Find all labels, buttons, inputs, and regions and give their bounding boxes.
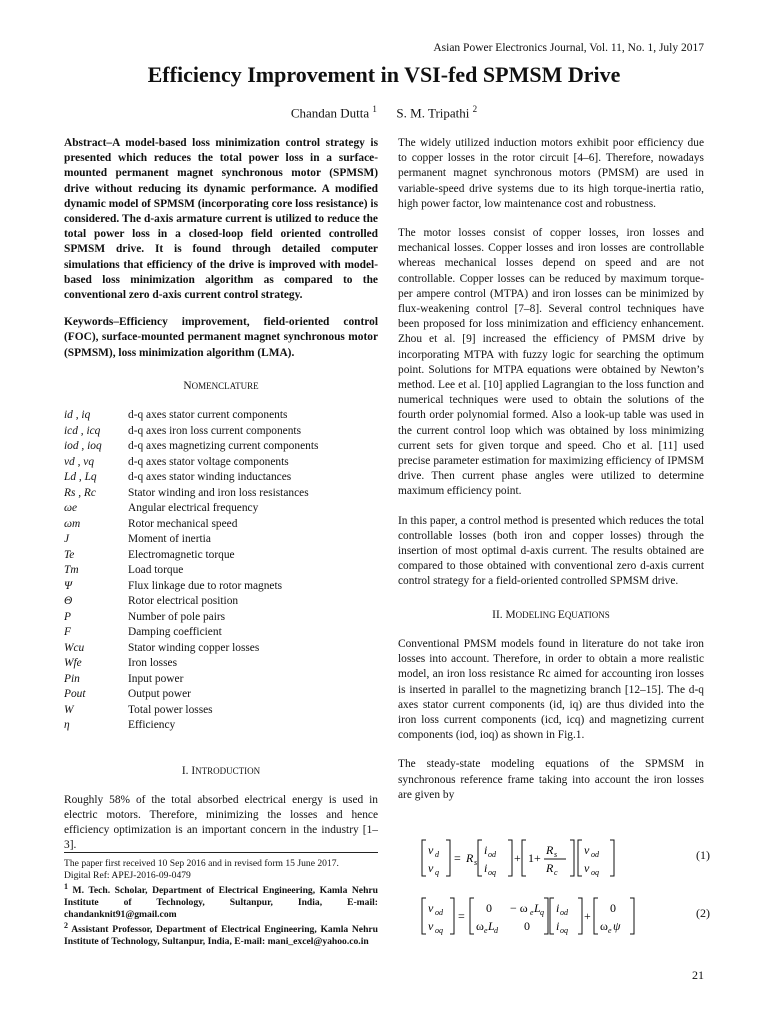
nomenclature-symbol: W (64, 703, 74, 716)
nomenclature-symbol: Wfe (64, 657, 82, 670)
footnote-rule (64, 852, 378, 853)
right-paragraph-1: The widely utilized induction motors exhibit poor efficiency due to copper losses in the rotor circuit [4–6]. Therefore, nowadays permanent magnet synchronous motors (PMSM) are used in variable-speed drive systems due to its high torque-inertia ratio, high power factor, low maintenance cost and robustness. (398, 137, 704, 210)
svg-text:q: q (435, 868, 439, 877)
nomenclature-description: Efficiency (128, 719, 176, 732)
nomenclature-row (64, 718, 378, 734)
nomenclature-row (64, 501, 378, 517)
svg-text:oq: oq (488, 868, 496, 877)
svg-text:R: R (546, 843, 554, 857)
digital-ref: Digital Ref: APEJ-2016-09-0479 (64, 869, 191, 881)
intro-heading-rest: NTRODUCTION (195, 765, 261, 776)
footnote-2-sup: 2 (64, 921, 68, 931)
nomenclature-symbol: vd , vq (64, 455, 95, 468)
nomenclature-heading-first: N (183, 379, 192, 392)
equation-2-graphic (420, 892, 660, 940)
svg-text:od: od (488, 850, 496, 859)
nomenclature-row (64, 517, 378, 533)
nomenclature-symbol: ωe (64, 502, 78, 515)
nomenclature-description: Total power losses (128, 703, 213, 716)
nomenclature-symbol: Pout (64, 688, 86, 701)
svg-text:v: v (428, 843, 434, 857)
nomenclature-row (64, 703, 378, 719)
equation-1-number: (1) (696, 848, 710, 862)
nomenclature-description: Iron losses (128, 657, 178, 670)
svg-text:0: 0 (486, 901, 492, 915)
nomenclature-description: Rotor mechanical speed (128, 517, 238, 530)
section-2-rest: ODELING (515, 609, 558, 620)
nomenclature-symbol: Wcu (64, 641, 85, 654)
svg-text:+: + (514, 851, 521, 865)
intro-heading-num: I. I (181, 764, 196, 777)
footnote-2 (64, 920, 378, 947)
nomenclature-symbol: Tm (64, 564, 79, 577)
nomenclature-description: Electromagnetic torque (128, 548, 235, 561)
svg-text:oq: oq (591, 868, 599, 877)
svg-text:d: d (494, 926, 498, 935)
svg-text:e: e (608, 926, 612, 935)
nomenclature-row (64, 641, 378, 657)
svg-text:v: v (428, 901, 434, 915)
nomenclature-description: Input power (128, 672, 184, 685)
nomenclature-symbol: Θ (64, 595, 73, 608)
nomenclature-symbol: Ld , Lq (64, 471, 97, 484)
nomenclature-row (64, 563, 378, 579)
svg-text:od: od (560, 908, 568, 917)
nomenclature-row (64, 424, 378, 440)
nomenclature-row (64, 687, 378, 703)
section-2-num: II. M (492, 608, 516, 621)
svg-text:od: od (591, 850, 599, 859)
author-1-sup: 1 (372, 104, 377, 114)
equation-1 (420, 834, 710, 882)
svg-text:− ω: − ω (510, 901, 528, 915)
received-note: The paper first received 10 Sep 2016 and in revised form 15 June 2017. (64, 858, 339, 869)
intro-paragraph-1: Roughly 58% of the total absorbed electrical energy is used in electric motors. Therefore, minimizing the losses and hence efficiency optimization is an important concern in the industry [1–3]. (64, 793, 378, 852)
nomenclature-description: Load torque (128, 564, 184, 577)
nomenclature-row (64, 408, 378, 424)
svg-text:ψ: ψ (613, 919, 621, 933)
svg-text:0: 0 (524, 919, 530, 933)
paper-title: Efficiency Improvement in VSI-fed SPMSM Drive (147, 62, 621, 87)
svg-text:R: R (466, 851, 474, 865)
nomenclature-description: d-q axes stator current components (128, 409, 288, 422)
svg-text:ω: ω (600, 919, 608, 933)
right-paragraph-5: The steady-state modeling equations of the SPMSM in synchronous reference frame taking into account the iron losses are given by (398, 758, 704, 801)
nomenclature-row (64, 439, 378, 455)
svg-text:ω: ω (476, 919, 484, 933)
svg-text:c: c (554, 868, 558, 877)
nomenclature-symbol: J (64, 533, 70, 546)
nomenclature-symbol: icd , icq (64, 424, 101, 437)
nomenclature-symbol: Ψ (64, 579, 73, 592)
nomenclature-row (64, 548, 378, 564)
svg-text:e: e (530, 908, 534, 917)
nomenclature-row (64, 594, 378, 610)
svg-text:i: i (484, 843, 488, 857)
svg-text:i: i (484, 861, 488, 875)
svg-text:q: q (540, 908, 544, 917)
nomenclature-row (64, 455, 378, 471)
svg-text:oq: oq (560, 926, 568, 935)
nomenclature-symbol: Rs , Rc (64, 486, 96, 499)
svg-text:od: od (435, 908, 443, 917)
section-2-e: E (557, 608, 565, 621)
svg-text:v: v (428, 861, 434, 875)
nomenclature-description: Stator winding copper losses (128, 641, 260, 654)
svg-text:L: L (488, 919, 495, 933)
nomenclature-table (64, 408, 378, 734)
nomenclature-row (64, 610, 378, 626)
nomenclature-heading (64, 379, 378, 394)
nomenclature-row (64, 656, 378, 672)
nomenclature-description: Output power (128, 688, 191, 701)
nomenclature-symbol: Te (64, 548, 75, 561)
nomenclature-row (64, 672, 378, 688)
svg-text:v: v (428, 919, 434, 933)
journal-header: Asian Power Electronics Journal, Vol. 11, No. 1, July 2017 (433, 42, 704, 54)
nomenclature-symbol: P (64, 610, 71, 623)
footnote-1-text: M. Tech. Scholar, Department of Electrical Engineering, Kamla Nehru Institute of Technology, Sultanpur, India, E-mail: chandanknit91@gmail.com (64, 885, 378, 920)
svg-text:e: e (484, 926, 488, 935)
svg-text:s: s (474, 858, 478, 867)
nomenclature-description: d-q axes stator winding inductances (128, 471, 292, 484)
nomenclature-description: Angular electrical frequency (128, 502, 259, 515)
nomenclature-description: d-q axes iron loss current components (128, 424, 302, 437)
right-column (398, 136, 704, 817)
svg-text:=: = (454, 851, 461, 865)
svg-text:+: + (584, 909, 591, 923)
footnotes (64, 858, 378, 948)
nomenclature-symbol: id , iq (64, 409, 91, 422)
nomenclature-row (64, 486, 378, 502)
section-2-heading (398, 608, 704, 623)
nomenclature-description: Rotor electrical position (128, 595, 239, 608)
nomenclature-description: Damping coefficient (128, 626, 222, 639)
svg-text:i: i (556, 901, 560, 915)
right-paragraph-3: In this paper, a control method is presented which reduces the total controllable losses (both iron and copper losses) through the insertion of most optimal d-axis current. The results obtained are compared to those obtained with conventional zero d-axis current control strategy for a field-oriented controlled SPMSM drive. (398, 514, 704, 588)
svg-text:v: v (584, 843, 590, 857)
svg-text:1+: 1+ (528, 851, 541, 865)
right-paragraph-4: Conventional PMSM models found in literature do not take iron losses into account. Therefore, in order to obtain a more realistic model, an iron loss resistance Rc aimed for accounting iron losses is inserted in parallel to the magnetizing branch [12–15]. The d-q axes stator current components (id, iq) are thus divided into the iron loss current components (icd, icq) and magnetizing current components (iod, ioq) as shown in Fig.1. (398, 637, 704, 742)
equation-2 (420, 892, 710, 940)
svg-text:d: d (435, 850, 439, 859)
svg-text:L: L (534, 901, 541, 915)
nomenclature-row (64, 470, 378, 486)
svg-text:oq: oq (435, 926, 443, 935)
svg-text:R: R (546, 861, 554, 875)
nomenclature-symbol: η (64, 719, 70, 732)
nomenclature-symbol: F (64, 626, 71, 639)
author-2: S. M. Tripathi (396, 105, 470, 121)
svg-text:s: s (554, 850, 558, 859)
author-line (0, 104, 768, 121)
svg-text:=: = (458, 909, 465, 923)
author-1: Chandan Dutta (290, 105, 370, 121)
nomenclature-description: Flux linkage due to rotor magnets (128, 579, 283, 592)
nomenclature-symbol: iod , ioq (64, 440, 102, 453)
right-paragraph-2: The motor losses consist of copper losses, iron losses and mechanical losses. Copper losses and iron losses are controllable whereas mechanical losses depend on speed and are not controllable. Copper losses can be reduced by maximum torque-per ampere control (MTPA) and iron losses can be minimized by flux-weakening control [7–8]. Several control techniques have been proposed for loss minimization and efficiency enhancement. Zhou et al. [9] increased the efficiency of PMSM drive by incorporating MTPA with fuzzy logic for searching the optimum point. Solutions for MTPA equations were obtained by Newton’s method. Lee et al. [10] applied Lagrangian to the loss function and numerical techniques were used to obtain the solutions of the fourth order polynomial formed. Also a look-up table was used in the current control loop which was obtained by loss minimizing current sets for given torque and speed. Cho et al. [11] used precise parameter estimation for maximizing efficiency of IPMSM drive. Then current phase angles were utilized to determine maximum efficiency point. (398, 227, 704, 498)
nomenclature-row (64, 579, 378, 595)
section-2-rest2: QUATIONS (564, 609, 610, 620)
svg-text:i: i (556, 919, 560, 933)
nomenclature-description: Stator winding and iron loss resistances (128, 486, 309, 499)
equation-2-number: (2) (696, 906, 710, 920)
keywords: Keywords–Efficiency improvement, field-oriented control (FOC), surface-mounted permanent magnet synchronous motor (SPMSM), loss minimization algorithm (LMA). (64, 316, 378, 359)
left-column (64, 136, 378, 868)
nomenclature-description: d-q axes stator voltage components (128, 455, 289, 468)
nomenclature-description: Number of pole pairs (128, 610, 226, 623)
nomenclature-heading-rest: OMENCLATURE (191, 380, 259, 391)
nomenclature-row (64, 532, 378, 548)
svg-text:0: 0 (610, 901, 616, 915)
intro-heading (64, 764, 378, 779)
footnote-2-text: Assistant Professor, Department of Electrical Engineering, Kamla Nehru Institute of Technology, Sultanpur, India, E-mail: mani_excel@yahoo.co.in (64, 924, 378, 947)
author-2-sup: 2 (472, 104, 478, 114)
page-number: 21 (692, 968, 704, 982)
equation-1-graphic (420, 834, 660, 882)
footnote-1 (64, 881, 378, 920)
abstract: Abstract–A model-based loss minimization control strategy is presented which reduces the total power loss in a surface-mounted permanent magnet synchronous motor (SPMSM) drive without reducing its dynamic performance. A modified dynamic model of SPMSM (incorporating core loss resistance) is considered. The d-axis armature current is utilized to reduce the total power loss in a closed-loop field oriented controlled SPMSM drive. It is found through detailed computer simulations that efficiency of the drive is improved with model-based loss minimization algorithm as compared to the conventional zero d-axis current control strategy. (64, 137, 378, 302)
nomenclature-description: Moment of inertia (128, 533, 211, 546)
svg-text:v: v (584, 861, 590, 875)
nomenclature-row (64, 625, 378, 641)
nomenclature-symbol: Pin (64, 672, 80, 685)
footnote-1-sup: 1 (64, 882, 68, 892)
nomenclature-description: d-q axes magnetizing current components (128, 440, 319, 453)
nomenclature-symbol: ωm (64, 517, 81, 530)
